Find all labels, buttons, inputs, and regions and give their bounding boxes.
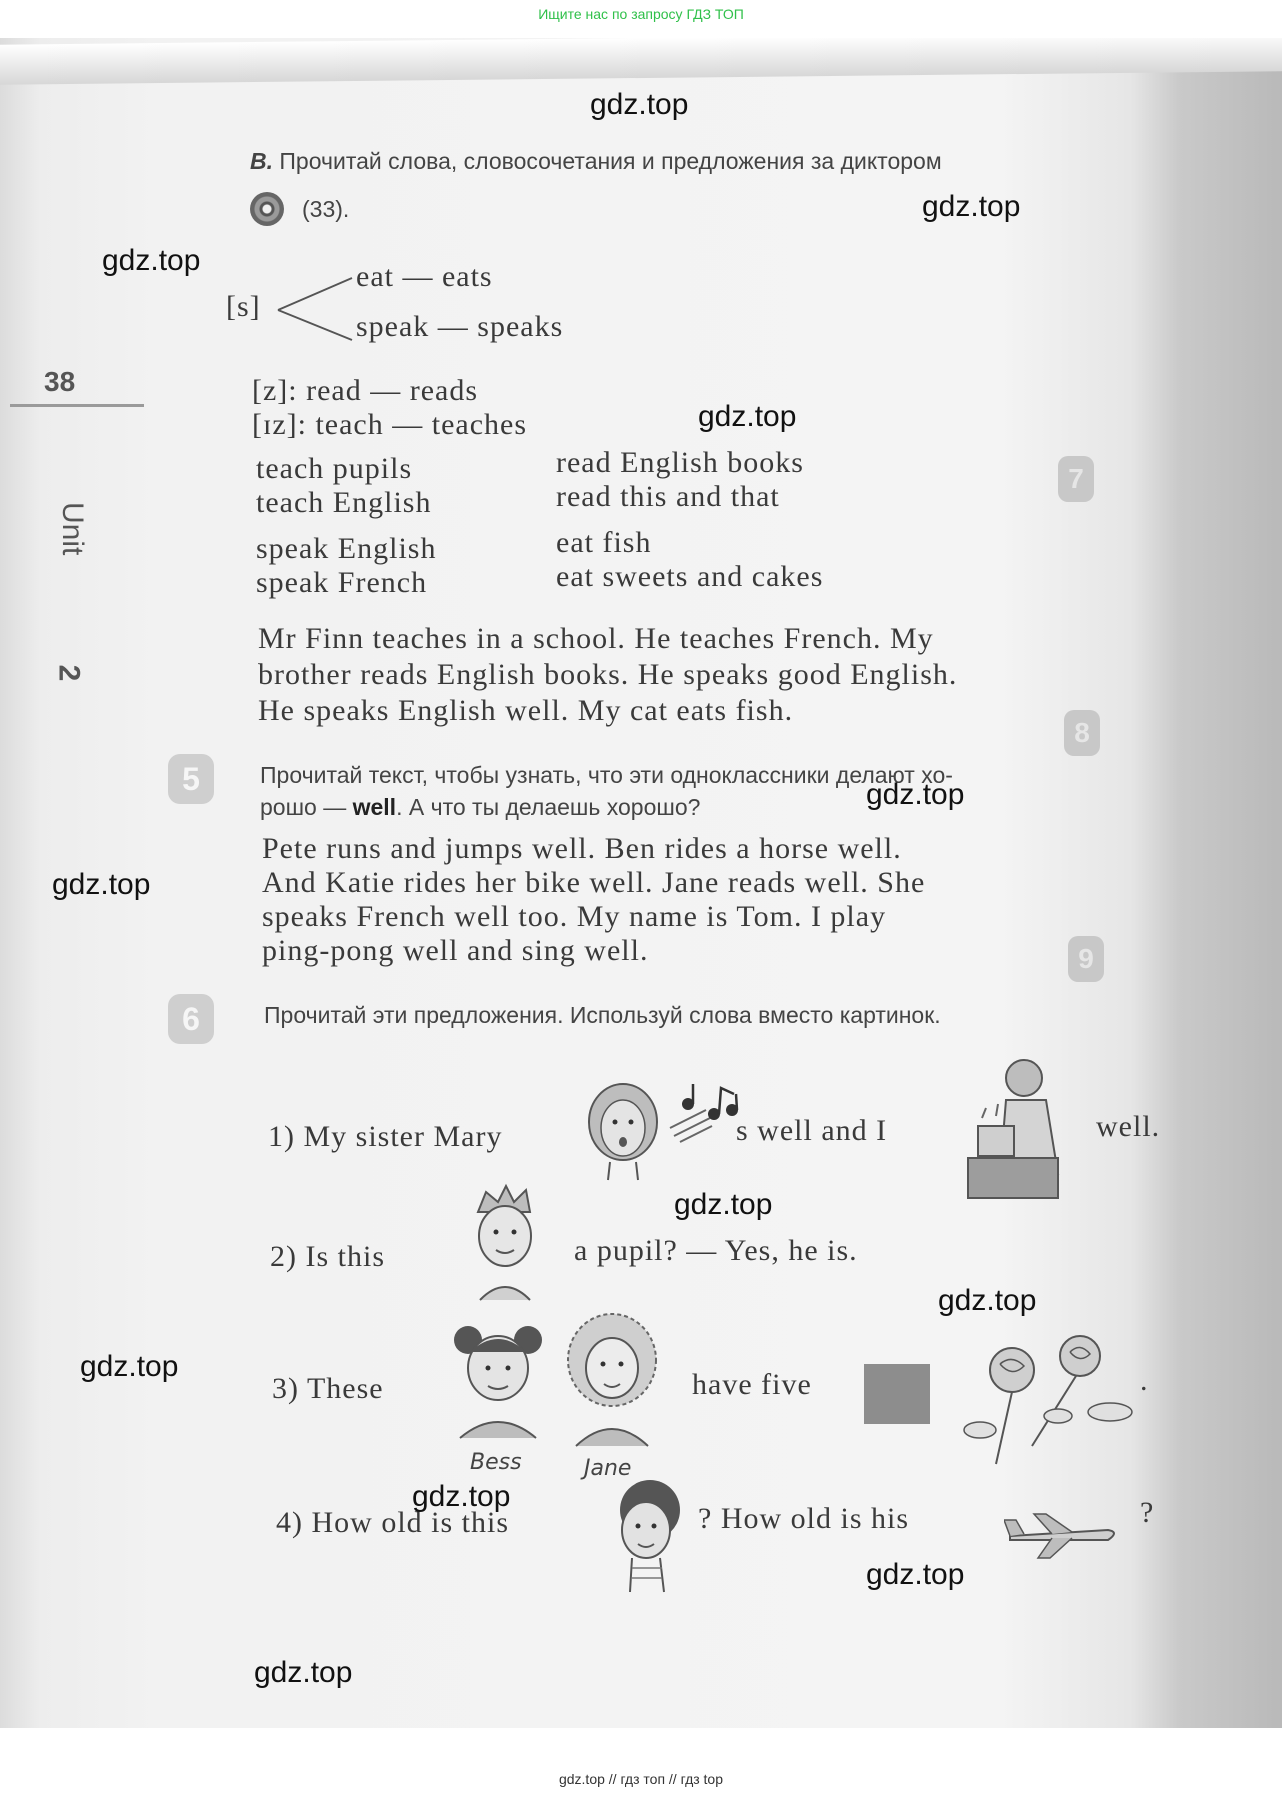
watermark: gdz.top [674,1188,773,1221]
footer-links[interactable]: gdz.top // гдз топ // гдз top [558,1771,724,1787]
music-notes-icon [666,1080,742,1146]
side-tab-7: 7 [1058,456,1094,502]
girl-jane-icon [560,1308,664,1448]
textbook-page [0,38,1282,1728]
task-5-text-1: Pete runs and jumps well. Ben rides a horse well. [262,832,902,865]
side-tab-9: 9 [1068,936,1104,982]
task-5-text-4: ping-pong well and sing well. [262,934,649,967]
side-tab-8: 8 [1064,710,1100,756]
name-bess: Bess [470,1450,522,1475]
paragraph-b-line-3: He speaks English well. My cat eats fish. [258,694,794,727]
page-edge-shadow [0,38,1282,85]
watermark: gdz.top [698,400,797,433]
s3-part-c: . [1140,1364,1149,1397]
unit-number: 2 [52,664,86,682]
phrase-right-2: read this and that [556,480,780,513]
cooking-woman-icon [962,1052,1076,1202]
paragraph-b-line-1: Mr Finn teaches in a school. He teaches French. My [258,622,934,655]
phrase-right-3: eat fish [556,526,652,559]
watermark: gdz.top [866,778,965,811]
phrase-left-1: teach pupils [256,452,413,485]
phoneme-iz-line: [ɪz]: teach — teaches [252,408,528,441]
color-red-icon [864,1364,930,1424]
pair-speak: speak — speaks [356,310,564,343]
s2-part-b: a pupil? — Yes, he is. [574,1234,858,1267]
task-b-track: (33). [302,196,350,222]
phrase-left-4: speak French [256,566,428,599]
branch-lines [276,274,356,346]
s1-part-c: well. [1096,1110,1161,1143]
task-6-badge: 6 [168,994,214,1044]
s4-part-b: ? How old is his [698,1502,909,1535]
watermark: gdz.top [52,868,151,901]
task-5-text-2: And Katie rides her bike well. Jane reads well. She [262,866,926,899]
unit-word: Unit [56,502,89,556]
boy-icon [460,1182,550,1302]
task-5-instr-b: . А что ты делаешь хорошо? [396,794,701,820]
phrase-left-2: teach English [256,486,432,519]
s4-part-c: ? [1140,1496,1155,1529]
watermark: gdz.top [590,88,689,121]
task-5-badge: 5 [168,754,214,804]
s3-part-a: 3) These [272,1372,384,1405]
phrase-right-1: read English books [556,446,804,479]
task-5-instr-bold: well [352,794,397,820]
task-b-label: B. [250,148,273,174]
watermark: gdz.top [866,1558,965,1591]
s3-part-b: have five [692,1368,812,1401]
cd-icon[interactable] [250,192,284,226]
phrase-left-3: speak English [256,532,437,565]
s1-part-b: s well and I [736,1114,888,1147]
girl-bess-icon [448,1316,548,1440]
task-b-text: Прочитай слова, словосочетания и предложения за диктором [279,148,942,174]
granny-icon [602,1472,694,1594]
watermark: gdz.top [80,1350,179,1383]
task-5-instr-a: рошо — [260,794,347,820]
watermark: gdz.top [938,1284,1037,1317]
watermark: gdz.top [254,1656,353,1689]
task-5-instruction-1: Прочитай текст, чтобы узнать, что эти одноклассники делают хо- [260,762,953,788]
search-hint-link[interactable]: Ищите нас по запросу ГДЗ ТОП [538,6,744,22]
page-number: 38 [44,366,76,397]
roses-icon [960,1334,1146,1470]
phoneme-s: [s] [226,290,261,323]
airplane-icon [1004,1508,1124,1562]
phoneme-z-line: [z]: read — reads [252,374,479,407]
watermark: gdz.top [412,1480,511,1513]
page-number-rule [10,404,144,407]
task-b-instruction [250,148,942,175]
watermark: gdz.top [102,244,201,277]
s2-part-a: 2) Is this [270,1240,385,1273]
phrase-right-4: eat sweets and cakes [556,560,824,593]
paragraph-b-line-2: brother reads English books. He speaks good English. [258,658,958,691]
task-6-instruction: Прочитай эти предложения. Используй слова вместо картинок. [264,1002,941,1028]
s4-part-a: 4) How old is this [276,1506,510,1539]
unit-label [52,502,92,556]
singing-girl-icon [580,1078,666,1182]
task-5-text-3: speaks French well too. My name is Tom. I play [262,900,887,933]
s1-part-a: 1) My sister Mary [268,1120,503,1153]
pair-eat: eat — eats [356,260,493,293]
name-jane: Jane [584,1456,632,1481]
task-5-instruction-2 [260,794,700,821]
watermark: gdz.top [922,190,1021,223]
